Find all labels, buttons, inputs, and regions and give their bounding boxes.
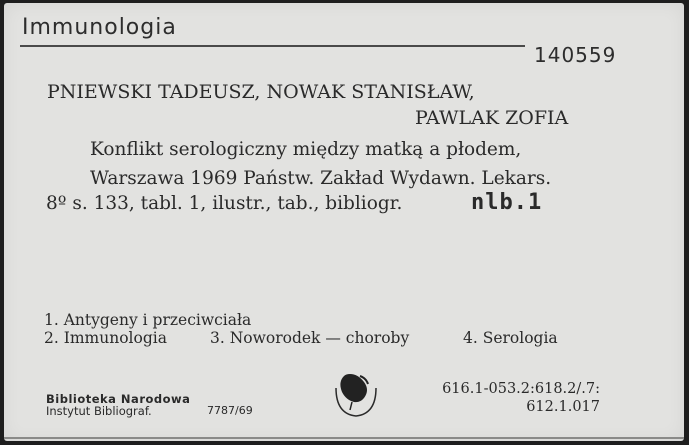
udc-classification-line-1: 616.1-053.2:618.2/.7:: [442, 381, 600, 397]
subject-heading-underline: [20, 45, 525, 47]
subject-entry-2: 2. Immunologia: [44, 329, 167, 347]
udc-classification-line-2: 612.1.017: [526, 399, 600, 415]
accession-number: 140559: [534, 43, 617, 67]
subject-entry-1: 1. Antygeny i przeciwciała: [44, 311, 252, 329]
book-title: Konflikt serologiczny między matką a płodem,: [90, 139, 522, 160]
bottom-rule: [4, 437, 684, 439]
subject-heading-text: Immunologia: [22, 15, 177, 40]
library-name: Biblioteka Narodowa: [46, 392, 191, 406]
imprint: Warszawa 1969 Państw. Zakład Wydawn. Lekars.: [90, 168, 552, 189]
institute-code: 7787/69: [207, 404, 253, 417]
authors-line-2: PAWLAK ZOFIA: [415, 107, 569, 129]
subject-entry-4: 4. Serologia: [463, 329, 558, 347]
authors-line-1: PNIEWSKI TADEUSZ, NOWAK STANISŁAW,: [47, 81, 475, 103]
library-mark: nlb.1: [471, 190, 543, 215]
collation: 8º s. 133, tabl. 1, ilustr., tab., bibliogr.: [46, 193, 403, 214]
catalog-card: [4, 3, 684, 441]
national-library-emblem-icon: [330, 370, 382, 418]
subject-entry-3: 3. Noworodek — choroby: [210, 329, 410, 347]
subject-heading: [20, 17, 525, 45]
institute-name: Instytut Bibliograf.: [46, 404, 152, 418]
